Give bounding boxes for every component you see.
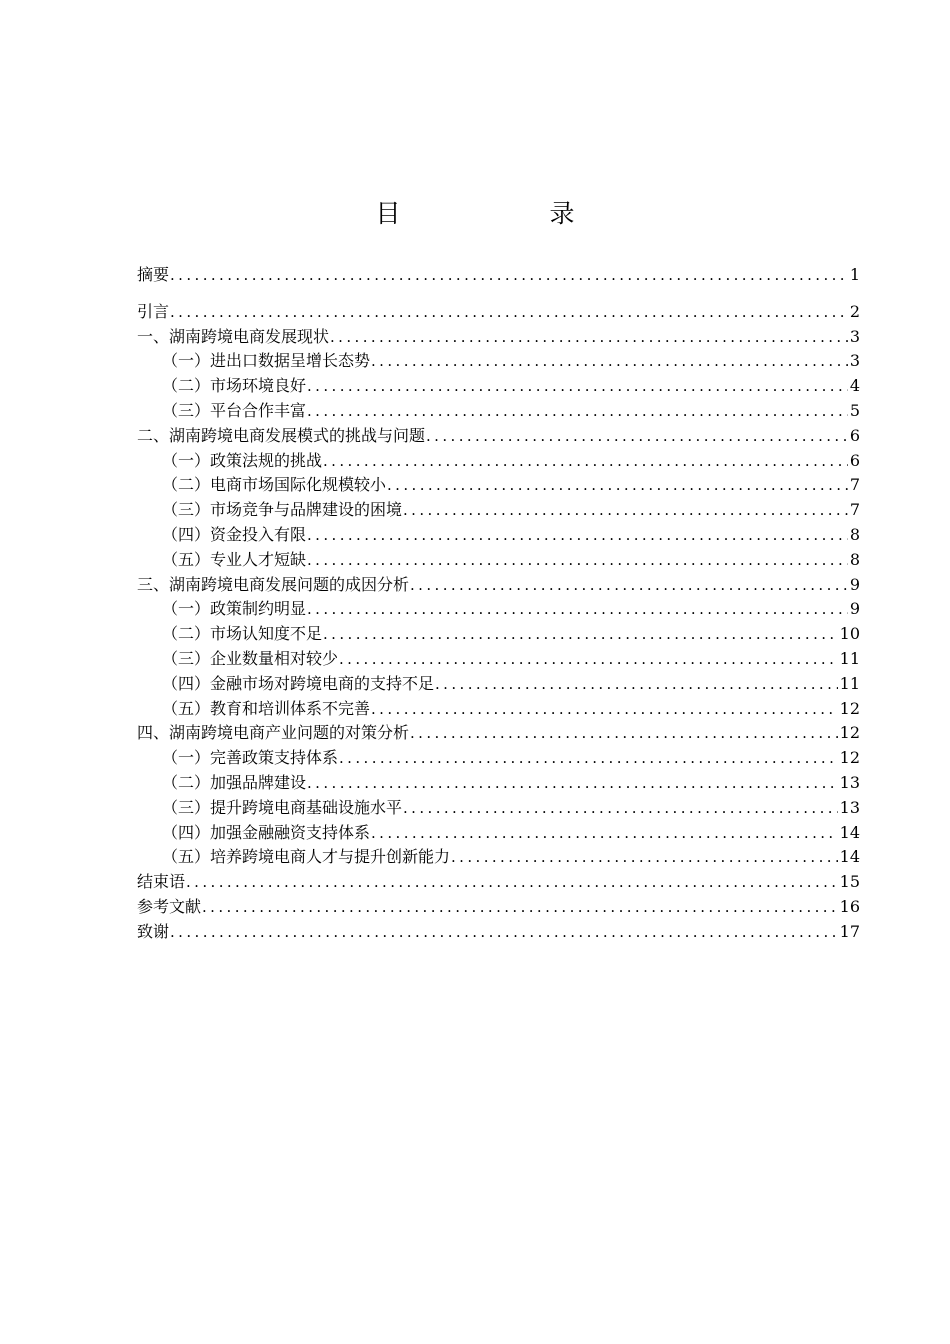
dot-leader [170, 300, 848, 325]
dot-leader [307, 399, 848, 424]
toc-entry-title: （四）加强金融融资支持体系 [162, 822, 371, 842]
table-of-contents [137, 263, 860, 945]
toc-entry-page: 12 [839, 723, 860, 743]
dot-leader [307, 597, 848, 622]
toc-entry-title: （一）完善政策支持体系 [162, 748, 339, 768]
toc-entry-title: （三）平台合作丰富 [162, 400, 307, 420]
toc-entry-page: 4 [849, 376, 860, 396]
toc-entry[interactable] [137, 573, 860, 598]
dot-leader [403, 498, 848, 523]
toc-entry-title: 引言 [137, 301, 170, 321]
dot-leader [371, 349, 848, 374]
toc-entry-page: 12 [839, 698, 860, 718]
dot-leader [307, 523, 848, 548]
toc-entry-title: （一）政策制约明显 [162, 599, 307, 619]
toc-entry[interactable] [137, 449, 860, 474]
dot-leader [202, 895, 838, 920]
toc-entry-title: （五）教育和培训体系不完善 [162, 698, 371, 718]
toc-entry[interactable] [137, 622, 860, 647]
toc-entry[interactable] [137, 920, 860, 945]
toc-entry[interactable] [137, 796, 860, 821]
toc-entry[interactable] [137, 374, 860, 399]
toc-entry[interactable] [137, 325, 860, 350]
toc-entry-page: 7 [849, 500, 860, 520]
toc-entry-page: 8 [849, 524, 860, 544]
dot-leader [170, 263, 848, 288]
dot-leader [307, 771, 838, 796]
dot-leader [323, 449, 848, 474]
toc-entry-title: （五）培养跨境电商人才与提升创新能力 [162, 847, 451, 867]
dot-leader [371, 821, 838, 846]
dot-leader [170, 920, 838, 945]
dot-leader [339, 647, 838, 672]
toc-entry[interactable] [137, 870, 860, 895]
toc-entry-title: （三）企业数量相对较少 [162, 648, 339, 668]
toc-entry-title: 结束语 [137, 872, 186, 892]
toc-entry[interactable] [137, 498, 860, 523]
dot-leader [371, 697, 838, 722]
toc-entry-title: （四）资金投入有限 [162, 524, 307, 544]
toc-entry[interactable] [137, 597, 860, 622]
toc-entry-title: 三、湖南跨境电商发展问题的成因分析 [137, 574, 410, 594]
toc-entry-title: 一、湖南跨境电商发展现状 [137, 326, 330, 346]
dot-leader [186, 870, 838, 895]
toc-entry[interactable] [137, 771, 860, 796]
toc-entry-title: （一）政策法规的挑战 [162, 450, 323, 470]
toc-entry-page: 5 [849, 400, 860, 420]
toc-entry-page: 2 [849, 301, 860, 321]
toc-entry-title: 致谢 [137, 921, 170, 941]
toc-entry-page: 11 [839, 648, 860, 668]
toc-entry-title: （二）电商市场国际化规模较小 [162, 475, 387, 495]
toc-title: 目 录 [375, 199, 637, 228]
toc-entry-page: 7 [849, 475, 860, 495]
toc-entry[interactable] [137, 300, 860, 325]
toc-entry-title: （三）提升跨境电商基础设施水平 [162, 797, 403, 817]
toc-entry-page: 8 [849, 549, 860, 569]
toc-entry[interactable] [137, 746, 860, 771]
toc-entry-page: 9 [849, 574, 860, 594]
toc-entry-page: 3 [849, 326, 860, 346]
toc-entry-page: 17 [839, 921, 860, 941]
toc-entry-page: 13 [839, 797, 860, 817]
toc-entry[interactable] [137, 523, 860, 548]
toc-entry-page: 14 [839, 847, 860, 867]
toc-entry-page: 6 [849, 450, 860, 470]
toc-entry-title: （二）加强品牌建设 [162, 772, 307, 792]
toc-entry-title: （五）专业人才短缺 [162, 549, 307, 569]
dot-leader [435, 672, 838, 697]
toc-entry-title: 二、湖南跨境电商发展模式的挑战与问题 [137, 425, 426, 445]
toc-entry-title: （一）进出口数据呈增长态势 [162, 351, 371, 371]
dot-leader [451, 845, 838, 870]
toc-entry-title: 参考文献 [137, 896, 202, 916]
toc-entry[interactable] [137, 548, 860, 573]
toc-entry[interactable] [137, 821, 860, 846]
dot-leader [410, 573, 848, 598]
toc-entry[interactable] [137, 424, 860, 449]
toc-entry-page: 14 [839, 822, 860, 842]
toc-entry-title: （二）市场环境良好 [162, 376, 307, 396]
toc-entry-page: 11 [839, 673, 860, 693]
dot-leader [307, 374, 848, 399]
dot-leader [330, 325, 848, 350]
toc-entry[interactable] [137, 647, 860, 672]
toc-entry[interactable] [137, 845, 860, 870]
toc-entry-title: 摘要 [137, 265, 170, 284]
toc-entry[interactable] [137, 697, 860, 722]
dot-leader [410, 721, 838, 746]
toc-entry-title: 四、湖南跨境电商产业问题的对策分析 [137, 723, 410, 743]
toc-entry[interactable] [137, 349, 860, 374]
toc-entry[interactable] [137, 399, 860, 424]
toc-entry-page: 10 [839, 624, 860, 644]
toc-entry-page: 6 [849, 425, 860, 445]
toc-entry-title: （二）市场认知度不足 [162, 624, 323, 644]
toc-entry-page: 9 [849, 599, 860, 619]
toc-entry[interactable] [137, 672, 860, 697]
dot-leader [339, 746, 838, 771]
toc-entry-page: 16 [839, 896, 860, 916]
toc-entry[interactable] [137, 721, 860, 746]
toc-entry-page: 12 [839, 748, 860, 768]
toc-entry-page: 1 [849, 265, 860, 284]
toc-entry-title: （四）金融市场对跨境电商的支持不足 [162, 673, 435, 693]
dot-leader [387, 473, 848, 498]
toc-entry-page: 15 [839, 872, 860, 892]
toc-entry[interactable] [137, 263, 860, 288]
dot-leader [307, 548, 848, 573]
dot-leader [403, 796, 838, 821]
toc-entry[interactable] [137, 895, 860, 920]
dot-leader [323, 622, 838, 647]
toc-entry-page: 13 [839, 772, 860, 792]
dot-leader [426, 424, 848, 449]
toc-entry-title: （三）市场竞争与品牌建设的困境 [162, 500, 403, 520]
toc-entry[interactable] [137, 473, 860, 498]
toc-entry-page: 3 [849, 351, 860, 371]
